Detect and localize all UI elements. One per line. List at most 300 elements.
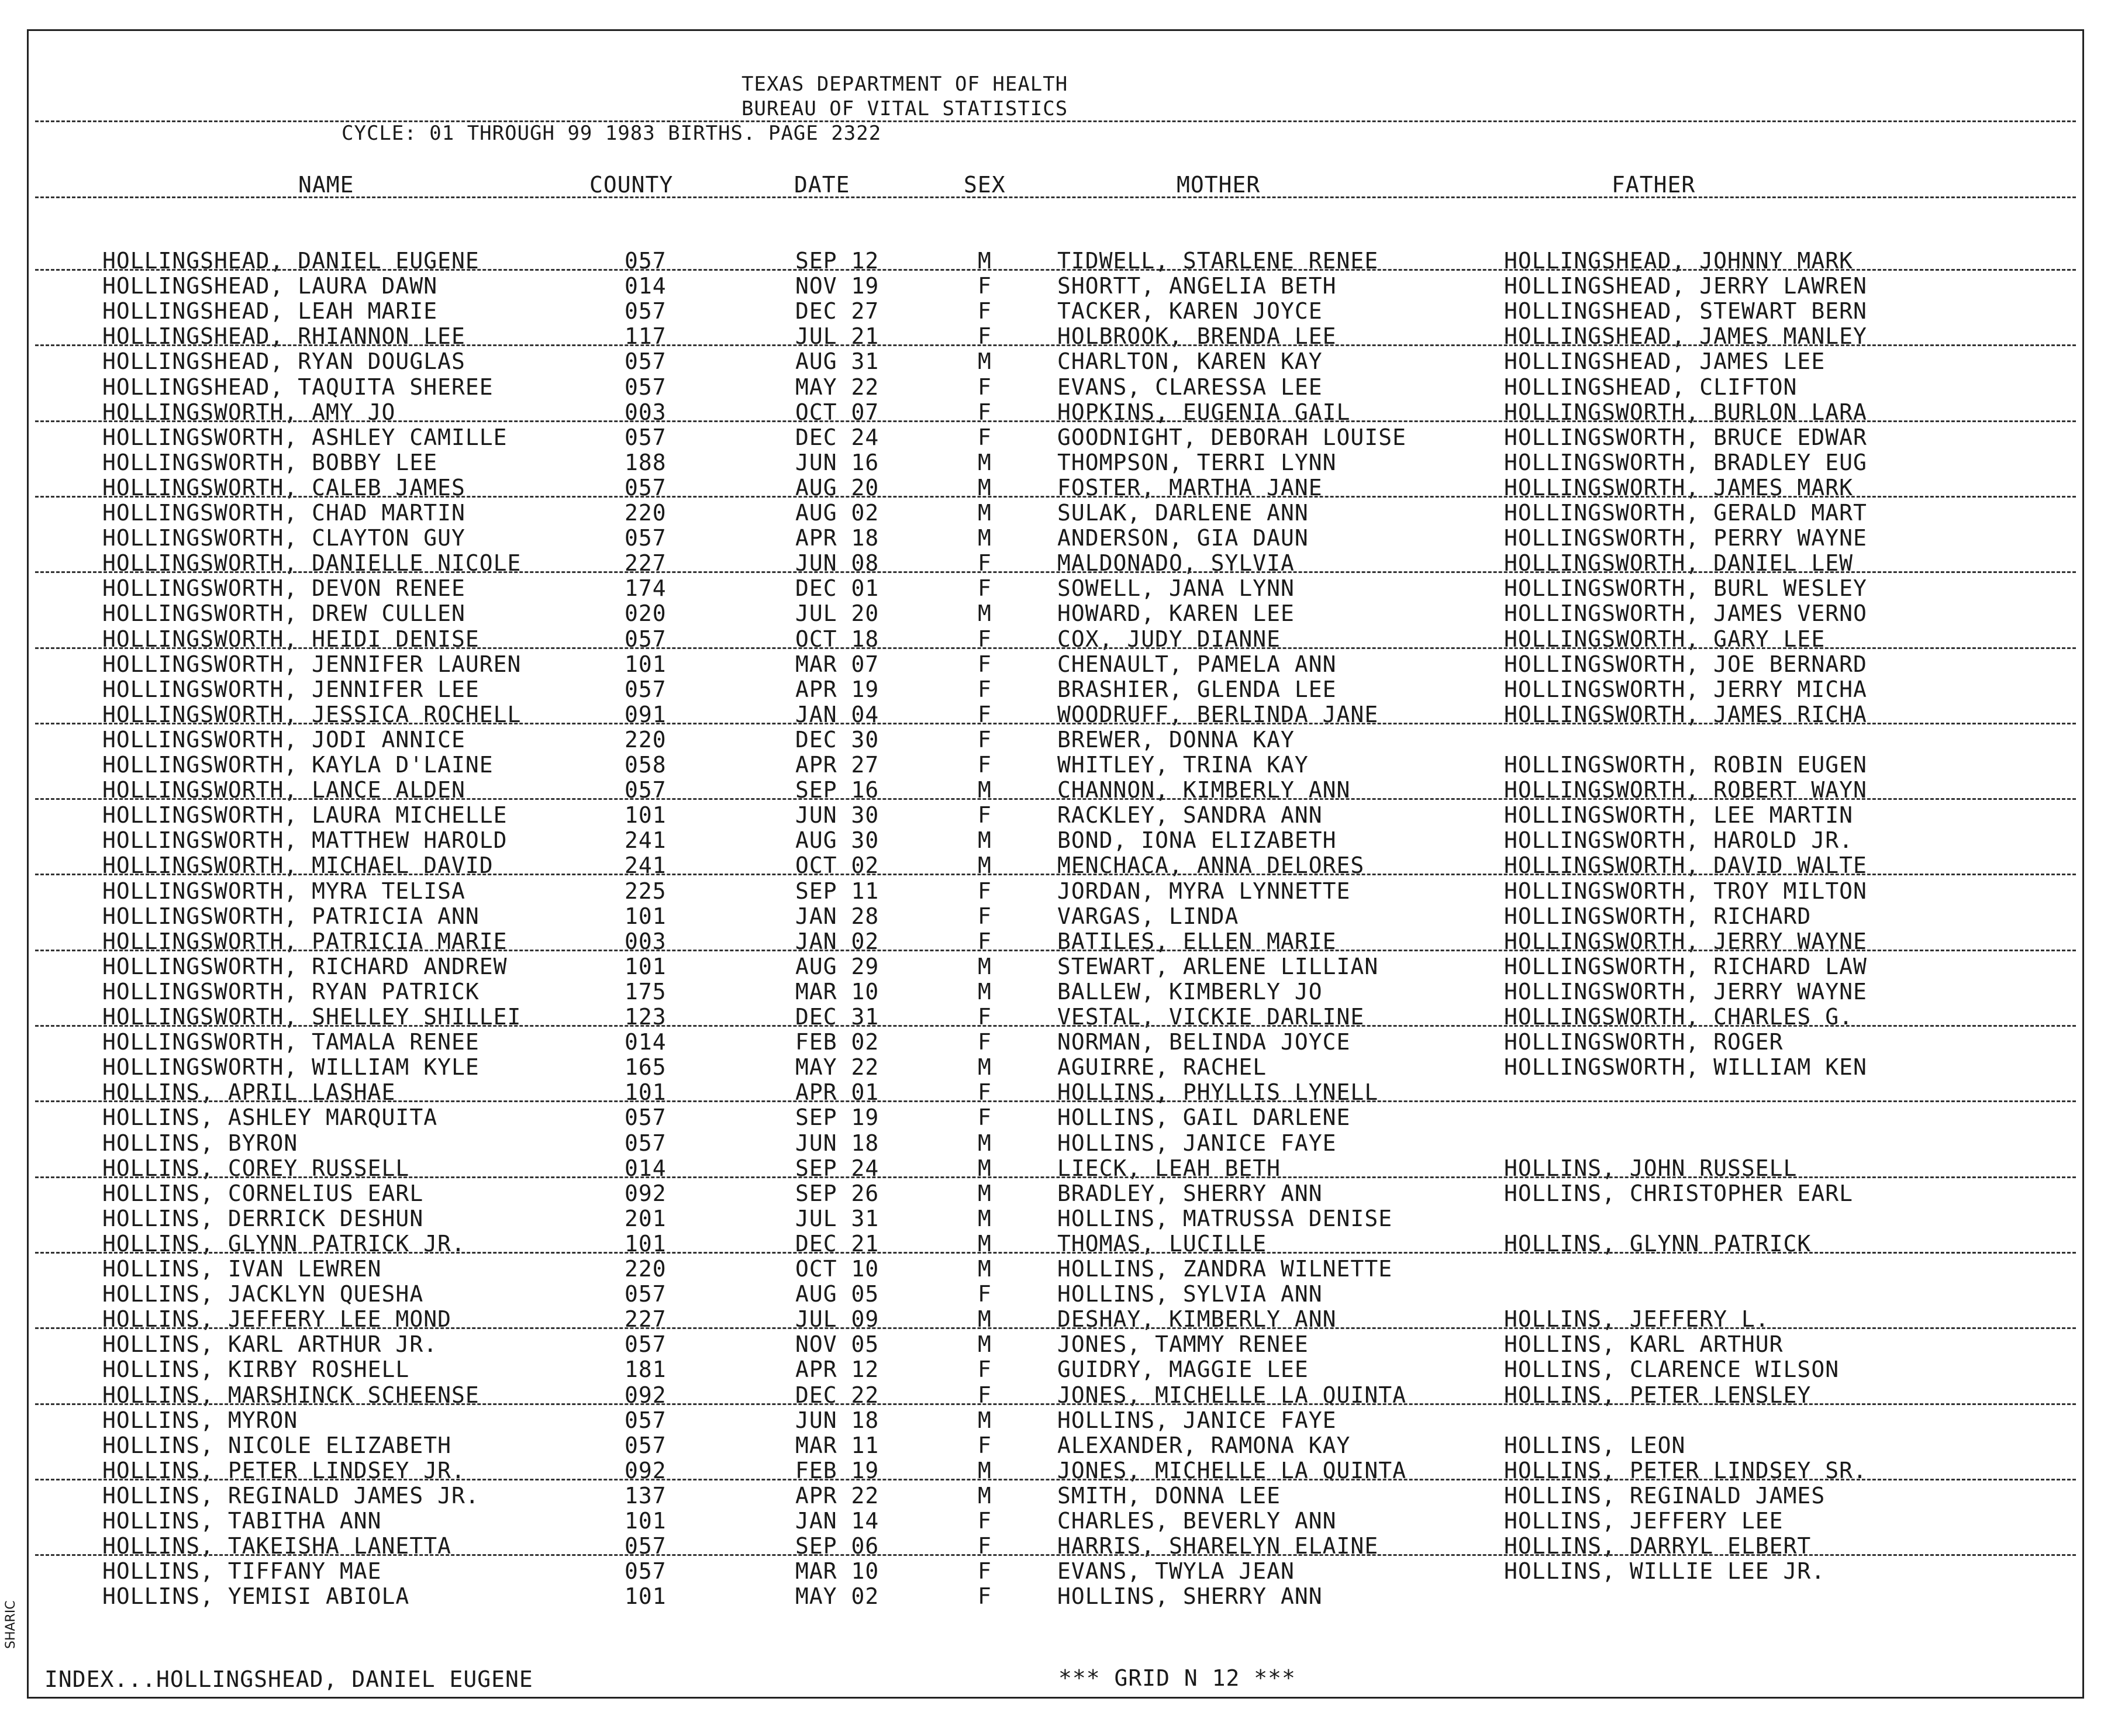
table-row: [0, 298, 2082, 323]
cell-county: 227: [625, 1306, 667, 1333]
row-group-divider: [35, 1479, 2076, 1480]
cell-name: HOLLINGSWORTH, TAMALA RENEE: [102, 1029, 480, 1055]
cell-county: 057: [625, 1331, 667, 1358]
cell-sex: M: [978, 1130, 992, 1156]
cell-date: DEC 01: [795, 575, 879, 602]
cell-sex: F: [978, 273, 992, 299]
table-row: [0, 1407, 2082, 1432]
row-group-divider: [35, 1100, 2076, 1102]
table-row: [0, 1331, 2082, 1356]
cell-mother: MENCHACA, ANNA DELORES: [1057, 853, 1365, 879]
cell-name: HOLLINS, APRIL LASHAE: [102, 1079, 396, 1106]
table-row: [0, 1155, 2082, 1180]
cell-county: 057: [625, 348, 667, 375]
cell-mother: HOLLINS, SHERRY ANN: [1057, 1583, 1323, 1610]
table-row: [0, 1357, 2082, 1381]
table-row: [0, 550, 2082, 575]
cell-name: HOLLINS, GLYNN PATRICK JR.: [102, 1230, 465, 1257]
table-row: [0, 626, 2082, 651]
cell-mother: HOLBROOK, BRENDA LEE: [1057, 323, 1337, 350]
cell-father: HOLLINGSHEAD, JAMES MANLEY: [1504, 323, 1867, 350]
cycle-line: CYCLE: 01 THROUGH 99 1983 BIRTHS. PAGE 2322: [342, 122, 882, 145]
cell-mother: FOSTER, MARTHA JANE: [1057, 474, 1323, 501]
cell-date: JUN 18: [795, 1407, 879, 1433]
cell-mother: STEWART, ARLENE LILLIAN: [1057, 953, 1379, 979]
cell-county: 091: [625, 701, 667, 727]
cell-father: HOLLINS, DARRYL ELBERT: [1504, 1533, 1812, 1559]
cell-date: JAN 14: [795, 1508, 879, 1534]
cell-county: 227: [625, 550, 667, 577]
cell-name: HOLLINS, CORNELIUS EARL: [102, 1180, 424, 1206]
cell-date: SEP 16: [795, 777, 879, 803]
table-row: [0, 1054, 2082, 1079]
row-group-divider: [35, 798, 2076, 800]
cell-mother: SHORTT, ANGELIA BETH: [1057, 273, 1337, 299]
cell-mother: HOLLINS, SYLVIA ANN: [1057, 1281, 1323, 1307]
column-header-mother: MOTHER: [1177, 172, 1261, 198]
cell-county: 003: [625, 928, 667, 954]
cell-county: 057: [625, 474, 667, 501]
cell-mother: GOODNIGHT, DEBORAH LOUISE: [1057, 424, 1406, 450]
cell-father: HOLLINGSWORTH, ROGER: [1504, 1029, 1784, 1055]
cell-county: 057: [625, 298, 667, 325]
cell-date: FEB 19: [795, 1457, 879, 1483]
cell-sex: F: [978, 903, 992, 929]
cell-name: HOLLINGSWORTH, MATTHEW HAROLD: [102, 827, 508, 854]
cell-mother: EVANS, CLARESSA LEE: [1057, 374, 1323, 400]
cell-sex: F: [978, 626, 992, 652]
cell-county: 057: [625, 1281, 667, 1307]
cell-father: HOLLINS, GLYNN PATRICK: [1504, 1230, 1812, 1257]
cell-father: HOLLINS, CLARENCE WILSON: [1504, 1357, 1840, 1383]
cell-mother: JONES, TAMMY RENEE: [1057, 1331, 1309, 1358]
cell-sex: F: [978, 298, 992, 325]
cell-mother: SMITH, DONNA LEE: [1057, 1482, 1281, 1509]
cell-father: HOLLINS, REGINALD JAMES: [1504, 1482, 1826, 1509]
cell-mother: HOLLINS, GAIL DARLENE: [1057, 1105, 1351, 1131]
cell-sex: M: [978, 827, 992, 854]
cell-sex: F: [978, 928, 992, 954]
cell-sex: F: [978, 1105, 992, 1131]
cell-county: 057: [625, 777, 667, 803]
cell-sex: F: [978, 550, 992, 577]
cell-mother: HOLLINS, JANICE FAYE: [1057, 1130, 1337, 1156]
cell-county: 057: [625, 1105, 667, 1131]
cell-name: HOLLINS, YEMISI ABIOLA: [102, 1583, 410, 1610]
cell-father: HOLLINGSWORTH, BURL WESLEY: [1504, 575, 1867, 602]
cell-sex: M: [978, 853, 992, 879]
cell-date: MAR 07: [795, 651, 879, 677]
cell-date: SEP 24: [795, 1155, 879, 1181]
cell-mother: BALLEW, KIMBERLY JO: [1057, 978, 1323, 1005]
cell-father: HOLLINS, CHRISTOPHER EARL: [1504, 1180, 1853, 1206]
cell-date: JAN 04: [795, 701, 879, 727]
cell-name: HOLLINGSWORTH, LAURA MICHELLE: [102, 802, 508, 829]
cell-name: HOLLINGSWORTH, DANIELLE NICOLE: [102, 550, 522, 577]
cell-sex: F: [978, 424, 992, 450]
cell-county: 175: [625, 978, 667, 1005]
cell-county: 058: [625, 752, 667, 778]
cell-sex: M: [978, 978, 992, 1005]
cell-date: APR 12: [795, 1357, 879, 1383]
table-row: [0, 929, 2082, 953]
column-header-divider: [35, 196, 2076, 198]
cell-county: 101: [625, 903, 667, 929]
column-header-county: COUNTY: [589, 172, 674, 198]
cell-name: HOLLINS, JACKLYN QUESHA: [102, 1281, 424, 1307]
cell-father: HOLLINGSWORTH, BRUCE EDWAR: [1504, 424, 1867, 450]
cell-county: 057: [625, 1558, 667, 1585]
row-group-divider: [35, 420, 2076, 422]
cell-name: HOLLINGSWORTH, WILLIAM KYLE: [102, 1054, 480, 1081]
cell-name: HOLLINGSWORTH, CLAYTON GUY: [102, 525, 465, 551]
cell-county: 101: [625, 1230, 667, 1257]
cell-father: HOLLINGSWORTH, JAMES RICHA: [1504, 701, 1867, 727]
cell-name: HOLLINS, REGINALD JAMES JR.: [102, 1482, 480, 1509]
cell-mother: TACKER, KAREN JOYCE: [1057, 298, 1323, 325]
bureau-title: BUREAU OF VITAL STATISTICS: [741, 97, 1068, 120]
cell-county: 057: [625, 626, 667, 652]
table-row: [0, 903, 2082, 928]
cell-father: HOLLINGSWORTH, GARY LEE: [1504, 626, 1826, 652]
cell-name: HOLLINGSWORTH, KAYLA D'LAINE: [102, 752, 494, 778]
cell-sex: M: [978, 1306, 992, 1333]
table-row: [0, 954, 2082, 978]
cell-sex: F: [978, 726, 992, 753]
row-group-divider: [35, 1025, 2076, 1027]
cell-sex: M: [978, 248, 992, 274]
cell-name: HOLLINGSHEAD, RHIANNON LEE: [102, 323, 465, 350]
cell-sex: F: [978, 1004, 992, 1030]
cell-sex: M: [978, 348, 992, 375]
table-row: [0, 1508, 2082, 1533]
cell-mother: GUIDRY, MAGGIE LEE: [1057, 1357, 1309, 1383]
cell-date: JUN 08: [795, 550, 879, 577]
cell-county: 123: [625, 1004, 667, 1030]
cell-father: HOLLINGSWORTH, HAROLD JR.: [1504, 827, 1853, 854]
cell-sex: M: [978, 1482, 992, 1509]
cell-county: 057: [625, 1533, 667, 1559]
cell-date: NOV 19: [795, 273, 879, 299]
cell-name: HOLLINS, IVAN LEWREN: [102, 1256, 382, 1282]
cell-sex: F: [978, 374, 992, 400]
cell-father: HOLLINS, PETER LINDSEY SR.: [1504, 1457, 1867, 1483]
cell-county: 003: [625, 399, 667, 425]
cell-sex: F: [978, 1432, 992, 1458]
cell-sex: M: [978, 1230, 992, 1257]
cell-sex: M: [978, 777, 992, 803]
cell-county: 220: [625, 500, 667, 526]
cell-mother: JONES, MICHELLE LA QUINTA: [1057, 1457, 1406, 1483]
table-row: [0, 802, 2082, 827]
cell-sex: F: [978, 651, 992, 677]
row-group-divider: [35, 647, 2076, 649]
cell-father: HOLLINGSWORTH, BURLON LARA: [1504, 399, 1867, 425]
table-row: [0, 1583, 2082, 1608]
cell-county: 101: [625, 802, 667, 829]
cell-name: HOLLINS, PETER LINDSEY JR.: [102, 1457, 465, 1483]
cell-county: 220: [625, 726, 667, 753]
cell-mother: JORDAN, MYRA LYNNETTE: [1057, 878, 1351, 904]
cell-name: HOLLINGSWORTH, HEIDI DENISE: [102, 626, 480, 652]
cell-date: AUG 20: [795, 474, 879, 501]
cell-mother: ANDERSON, GIA DAUN: [1057, 525, 1309, 551]
cell-father: HOLLINGSWORTH, JERRY WAYNE: [1504, 928, 1867, 954]
table-row: [0, 752, 2082, 776]
row-group-divider: [35, 269, 2076, 271]
cell-mother: SULAK, DARLENE ANN: [1057, 500, 1309, 526]
cell-name: HOLLINGSWORTH, MICHAEL DAVID: [102, 853, 494, 879]
cell-mother: AGUIRRE, RACHEL: [1057, 1054, 1267, 1081]
cell-county: 225: [625, 878, 667, 904]
row-group-divider: [35, 950, 2076, 951]
cell-name: HOLLINS, TAKEISHA LANETTA: [102, 1533, 451, 1559]
cell-name: HOLLINGSWORTH, SHELLEY SHILLEI: [102, 1004, 522, 1030]
cell-father: HOLLINS, PETER LENSLEY: [1504, 1382, 1812, 1408]
cell-father: HOLLINGSWORTH, LEE MARTIN: [1504, 802, 1853, 829]
cell-date: APR 18: [795, 525, 879, 551]
cell-sex: F: [978, 701, 992, 727]
cell-mother: ALEXANDER, RAMONA KAY: [1057, 1432, 1351, 1458]
cell-father: HOLLINGSWORTH, DANIEL LEW: [1504, 550, 1853, 577]
cell-county: 057: [625, 374, 667, 400]
cell-date: OCT 18: [795, 626, 879, 652]
table-row: [0, 1181, 2082, 1205]
grid-footer: *** GRID N 12 ***: [1058, 1665, 1296, 1691]
table-row: [0, 1130, 2082, 1155]
table-row: [0, 1004, 2082, 1029]
cell-county: 165: [625, 1054, 667, 1081]
cell-date: AUG 31: [795, 348, 879, 375]
cell-sex: F: [978, 1382, 992, 1408]
cell-mother: CHARLTON, KAREN KAY: [1057, 348, 1323, 375]
cell-county: 241: [625, 827, 667, 854]
table-row: [0, 1458, 2082, 1482]
cell-county: 188: [625, 449, 667, 475]
cell-name: HOLLINS, COREY RUSSELL: [102, 1155, 410, 1181]
cell-date: APR 19: [795, 676, 879, 702]
cell-date: SEP 26: [795, 1180, 879, 1206]
cell-mother: NORMAN, BELINDA JOYCE: [1057, 1029, 1351, 1055]
cell-name: HOLLINGSHEAD, RYAN DOUGLAS: [102, 348, 465, 375]
cell-county: 101: [625, 651, 667, 677]
cell-date: SEP 12: [795, 248, 879, 274]
cell-sex: F: [978, 1558, 992, 1585]
cell-mother: WHITLEY, TRINA KAY: [1057, 752, 1309, 778]
cell-sex: M: [978, 500, 992, 526]
cell-name: HOLLINGSWORTH, PATRICIA ANN: [102, 903, 480, 929]
cell-father: HOLLINGSWORTH, JAMES MARK: [1504, 474, 1853, 501]
table-row: [0, 1206, 2082, 1230]
cell-father: HOLLINGSWORTH, RICHARD LAW: [1504, 953, 1867, 979]
cell-mother: THOMAS, LUCILLE: [1057, 1230, 1267, 1257]
cell-county: 241: [625, 853, 667, 879]
table-row: [0, 1433, 2082, 1457]
table-row: [0, 651, 2082, 676]
cell-date: JUL 21: [795, 323, 879, 350]
cell-father: HOLLINGSHEAD, CLIFTON: [1504, 374, 1798, 400]
cell-sex: M: [978, 1407, 992, 1433]
cell-sex: M: [978, 1256, 992, 1282]
cell-date: SEP 11: [795, 878, 879, 904]
cell-sex: F: [978, 1357, 992, 1383]
cell-name: HOLLINS, TIFFANY MAE: [102, 1558, 382, 1585]
cell-county: 201: [625, 1205, 667, 1231]
cell-mother: HOPKINS, EUGENIA GAIL: [1057, 399, 1351, 425]
cell-date: DEC 24: [795, 424, 879, 450]
cell-county: 057: [625, 1407, 667, 1433]
row-group-divider: [35, 874, 2076, 875]
cell-sex: M: [978, 1155, 992, 1181]
cell-father: HOLLINGSWORTH, ROBERT WAYN: [1504, 777, 1867, 803]
cell-father: HOLLINS, JEFFERY LEE: [1504, 1508, 1784, 1534]
cell-date: APR 27: [795, 752, 879, 778]
cell-mother: BRASHIER, GLENDA LEE: [1057, 676, 1337, 702]
row-group-divider: [35, 1554, 2076, 1556]
cell-mother: DESHAY, KIMBERLY ANN: [1057, 1306, 1337, 1333]
cell-sex: M: [978, 953, 992, 979]
cell-date: AUG 05: [795, 1281, 879, 1307]
cell-mother: CHENAULT, PAMELA ANN: [1057, 651, 1337, 677]
table-row: [0, 827, 2082, 852]
cell-name: HOLLINS, KARL ARTHUR JR.: [102, 1331, 438, 1358]
cell-date: AUG 29: [795, 953, 879, 979]
cell-sex: F: [978, 1583, 992, 1610]
cell-name: HOLLINGSWORTH, CHAD MARTIN: [102, 500, 465, 526]
cell-county: 014: [625, 1155, 667, 1181]
cell-mother: EVANS, TWYLA JEAN: [1057, 1558, 1295, 1585]
table-row: [0, 878, 2082, 903]
cell-sex: M: [978, 1457, 992, 1483]
cell-name: HOLLINS, ASHLEY MARQUITA: [102, 1105, 438, 1131]
cell-father: HOLLINGSWORTH, PERRY WAYNE: [1504, 525, 1867, 551]
cell-mother: LIECK, LEAH BETH: [1057, 1155, 1281, 1181]
cell-date: OCT 07: [795, 399, 879, 425]
cell-date: DEC 22: [795, 1382, 879, 1408]
table-row: [0, 979, 2082, 1003]
cell-date: JUL 20: [795, 600, 879, 627]
side-tag: SHARIC: [4, 1600, 18, 1649]
cell-father: HOLLINGSWORTH, JERRY WAYNE: [1504, 978, 1867, 1005]
cell-sex: F: [978, 1508, 992, 1534]
table-row: [0, 1281, 2082, 1306]
table-row: [0, 323, 2082, 348]
table-row: [0, 1483, 2082, 1507]
cell-name: HOLLINGSWORTH, JODI ANNICE: [102, 726, 465, 753]
cell-name: HOLLINS, JEFFERY LEE MOND: [102, 1306, 451, 1333]
cell-name: HOLLINGSHEAD, LAURA DAWN: [102, 273, 438, 299]
cell-date: MAY 02: [795, 1583, 879, 1610]
table-row: [0, 450, 2082, 474]
table-row: [0, 727, 2082, 751]
table-row: [0, 500, 2082, 524]
table-row: [0, 777, 2082, 802]
table-row: [0, 399, 2082, 424]
cell-name: HOLLINS, NICOLE ELIZABETH: [102, 1432, 451, 1458]
cell-father: HOLLINGSHEAD, STEWART BERN: [1504, 298, 1867, 325]
cell-date: JUN 16: [795, 449, 879, 475]
cell-mother: BATILES, ELLEN MARIE: [1057, 928, 1337, 954]
cell-father: HOLLINGSWORTH, TROY MILTON: [1504, 878, 1867, 904]
table-row: [0, 1231, 2082, 1255]
table-row: [0, 248, 2082, 272]
cell-name: HOLLINS, MARSHINCK SCHEENSE: [102, 1382, 480, 1408]
cell-name: HOLLINS, KIRBY ROSHELL: [102, 1357, 410, 1383]
cell-father: HOLLINGSWORTH, CHARLES G.: [1504, 1004, 1853, 1030]
table-row: [0, 1306, 2082, 1331]
cell-father: HOLLINS, WILLIE LEE JR.: [1504, 1558, 1826, 1585]
cell-date: DEC 21: [795, 1230, 879, 1257]
cell-father: HOLLINGSWORTH, BRADLEY EUG: [1504, 449, 1867, 475]
cell-sex: F: [978, 575, 992, 602]
cell-mother: BREWER, DONNA KAY: [1057, 726, 1295, 753]
cell-sex: M: [978, 474, 992, 501]
table-row: [0, 525, 2082, 550]
cell-mother: CHANNON, KIMBERLY ANN: [1057, 777, 1351, 803]
cell-sex: M: [978, 600, 992, 627]
index-footer: INDEX...HOLLINGSHEAD, DANIEL EUGENE: [44, 1666, 533, 1692]
row-group-divider: [35, 496, 2076, 498]
cell-mother: JONES, MICHELLE LA QUINTA: [1057, 1382, 1406, 1408]
cell-date: MAR 11: [795, 1432, 879, 1458]
row-group-divider: [35, 1252, 2076, 1254]
cell-name: HOLLINS, TABITHA ANN: [102, 1508, 382, 1534]
cell-mother: THOMPSON, TERRI LYNN: [1057, 449, 1337, 475]
cell-county: 174: [625, 575, 667, 602]
cell-name: HOLLINGSHEAD, LEAH MARIE: [102, 298, 438, 325]
cell-sex: M: [978, 1331, 992, 1358]
cell-father: HOLLINS, LEON: [1504, 1432, 1686, 1458]
cell-name: HOLLINGSWORTH, RICHARD ANDREW: [102, 953, 508, 979]
cell-father: HOLLINGSWORTH, WILLIAM KEN: [1504, 1054, 1867, 1081]
cell-name: HOLLINS, BYRON: [102, 1130, 298, 1156]
row-group-divider: [35, 1327, 2076, 1329]
cell-mother: HOLLINS, JANICE FAYE: [1057, 1407, 1337, 1433]
row-group-divider: [35, 571, 2076, 573]
cell-county: 101: [625, 1079, 667, 1106]
cell-father: HOLLINGSHEAD, JAMES LEE: [1504, 348, 1826, 375]
cell-mother: CHARLES, BEVERLY ANN: [1057, 1508, 1337, 1534]
cell-name: HOLLINGSWORTH, ASHLEY CAMILLE: [102, 424, 508, 450]
cell-name: HOLLINGSWORTH, DEVON RENEE: [102, 575, 465, 602]
table-row: [0, 853, 2082, 877]
cell-sex: F: [978, 878, 992, 904]
cell-county: 220: [625, 1256, 667, 1282]
cell-name: HOLLINS, MYRON: [102, 1407, 298, 1433]
cell-date: JUN 18: [795, 1130, 879, 1156]
cell-mother: VESTAL, VICKIE DARLINE: [1057, 1004, 1365, 1030]
cell-name: HOLLINGSHEAD, TAQUITA SHEREE: [102, 374, 494, 400]
cell-father: HOLLINS, KARL ARTHUR: [1504, 1331, 1784, 1358]
cell-county: 092: [625, 1382, 667, 1408]
cell-sex: F: [978, 1029, 992, 1055]
cell-father: HOLLINS, JEFFERY L.: [1504, 1306, 1769, 1333]
cell-name: HOLLINGSWORTH, JENNIFER LAUREN: [102, 651, 522, 677]
cell-name: HOLLINS, DERRICK DESHUN: [102, 1205, 424, 1231]
cell-father: HOLLINGSHEAD, JOHNNY MARK: [1504, 248, 1853, 274]
cell-date: SEP 06: [795, 1533, 879, 1559]
cell-mother: HOLLINS, MATRUSSA DENISE: [1057, 1205, 1393, 1231]
cell-father: HOLLINS, JOHN RUSSELL: [1504, 1155, 1798, 1181]
cell-mother: MALDONADO, SYLVIA: [1057, 550, 1295, 577]
cell-father: HOLLINGSHEAD, JERRY LAWREN: [1504, 273, 1867, 299]
cell-father: HOLLINGSWORTH, JAMES VERNO: [1504, 600, 1867, 627]
cell-sex: F: [978, 1281, 992, 1307]
cell-date: APR 01: [795, 1079, 879, 1106]
cell-date: FEB 02: [795, 1029, 879, 1055]
cell-county: 092: [625, 1457, 667, 1483]
cell-county: 092: [625, 1180, 667, 1206]
